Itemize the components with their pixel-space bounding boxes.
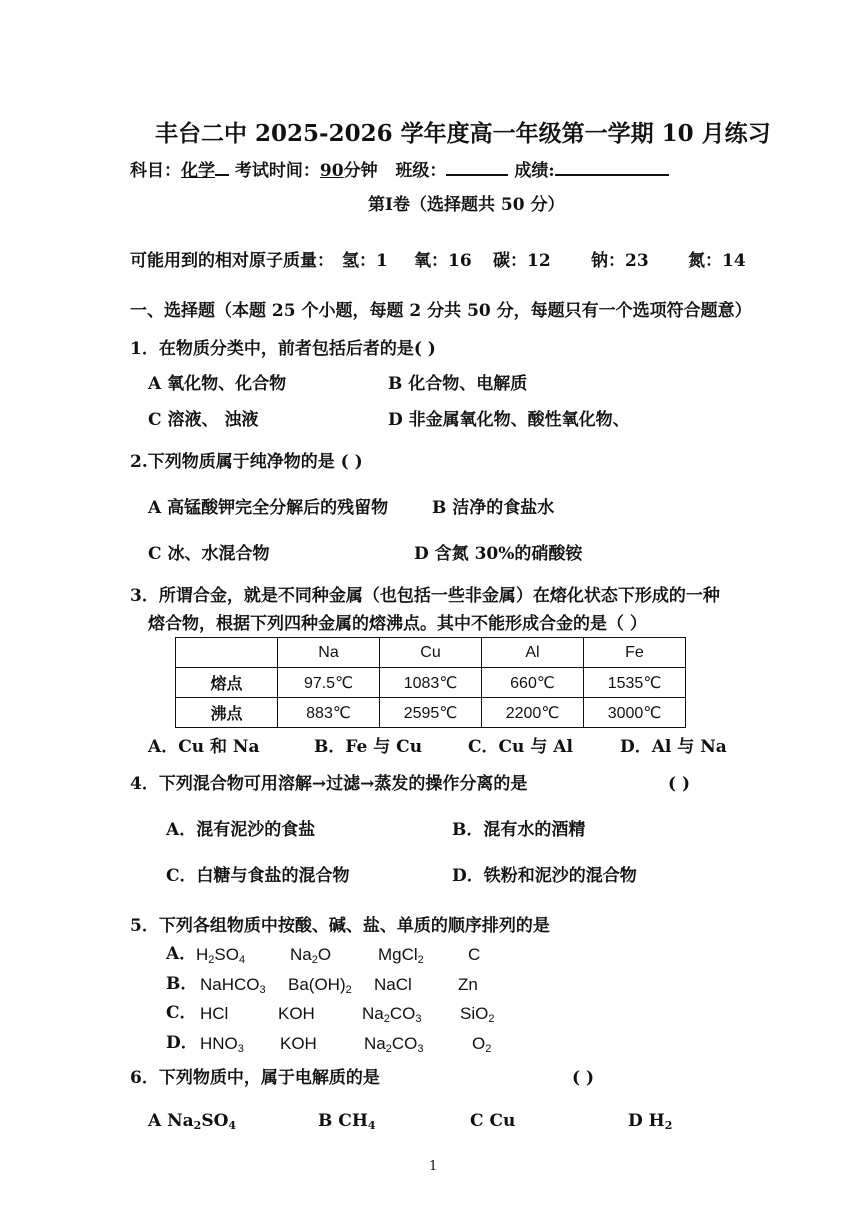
q6-stem: 6．下列物质中，属于电解质的是	[130, 1068, 380, 1088]
q1-option-c[interactable]: C 溶液、 浊液	[148, 410, 259, 430]
part1-heading: 一、选择题（本题 25 个小题，每题 2 分共 50 分，每题只有一个选项符合题意）	[130, 301, 752, 321]
q1-option-b[interactable]: B 化合物、电解质	[388, 374, 528, 394]
table-header-na: Na	[278, 638, 380, 668]
table-cell: 883℃	[278, 698, 380, 728]
table-header-fe: Fe	[584, 638, 686, 668]
table-header-row	[176, 638, 686, 668]
q5-formula: KOH	[280, 1034, 317, 1053]
q5-option-label[interactable]: C．	[166, 1003, 197, 1023]
table-corner	[176, 638, 278, 668]
q5-option-label[interactable]: B．	[166, 974, 198, 994]
q5-formula: $H_2SO_4$	[196, 945, 246, 966]
q4-answer-paren[interactable]: ( )	[668, 774, 691, 794]
q5-option-label[interactable]: D．	[166, 1033, 198, 1053]
q5-formula: MgCl$_2$	[378, 945, 424, 966]
q2-option-c[interactable]: C 冰、水混合物	[148, 544, 270, 564]
q5-formula: C	[468, 945, 481, 964]
q3-option-a[interactable]: A．Cu 和 Na	[148, 737, 260, 757]
score-label: 成绩:	[514, 161, 555, 181]
q5-stem: 5．下列各组物质中按酸、碱、盐、单质的顺序排列的是	[130, 916, 550, 936]
time-value: 90	[319, 161, 344, 181]
q3-stem-line2: 熔合物，根据下列四种金属的熔沸点。其中不能形成合金的是（ ）	[148, 614, 647, 634]
q6-answer-paren[interactable]: ( )	[572, 1068, 595, 1088]
q2-option-d[interactable]: D 含氮 30%的硝酸铵	[414, 544, 583, 564]
class-label: 班级：	[395, 161, 447, 181]
q5-formula: NaHCO$_3$	[200, 975, 266, 996]
q3-option-d[interactable]: D．Al 与 Na	[620, 737, 727, 757]
q6-option[interactable]: B $CH_4$	[318, 1111, 376, 1132]
atomic-mass-h: 氢：1	[342, 251, 388, 271]
time-label: 考试时间：	[234, 161, 320, 181]
atomic-mass-o: 氧：16	[414, 251, 472, 271]
q5-formula: KOH	[278, 1004, 315, 1023]
atomic-mass-na: 钠：23	[591, 251, 649, 271]
q3-option-c[interactable]: C．Cu 与 Al	[468, 737, 573, 757]
q5-formula: $Na_2CO_3$	[364, 1034, 424, 1055]
q5-formula: Zn	[458, 975, 478, 994]
table-cell: 3000℃	[584, 698, 686, 728]
q5-formula: $O_2$	[472, 1034, 492, 1055]
table-cell: 1535℃	[584, 668, 686, 698]
q6-option[interactable]: D $H_2$	[628, 1111, 673, 1132]
table-row-label: 熔点	[176, 668, 278, 698]
atomic-masses-prefix: 可能用到的相对原子质量：	[130, 251, 334, 271]
q1-option-a[interactable]: A 氧化物、化合物	[148, 374, 287, 394]
subject-value: 化学	[181, 161, 215, 181]
q5-formula: HCl	[200, 1004, 229, 1023]
table-cell: 1083℃	[380, 668, 482, 698]
time-unit: 分钟	[343, 161, 378, 181]
section-title: 第Ⅰ卷（选择题共 50 分）	[368, 195, 565, 215]
q4-option-d[interactable]: D．铁粉和泥沙的混合物	[452, 866, 637, 886]
table-cell: 97.5℃	[278, 668, 380, 698]
q2-option-b[interactable]: B 洁净的食盐水	[432, 498, 555, 518]
atomic-mass-n: 氮：14	[688, 251, 746, 271]
table-row-label: 沸点	[176, 698, 278, 728]
table-cell: 660℃	[482, 668, 584, 698]
table-row	[176, 668, 686, 698]
q5-formula: $Na_2CO_3$	[362, 1004, 422, 1025]
subject-underline	[215, 160, 229, 176]
subject-line	[130, 158, 669, 180]
q4-stem: 4．下列混合物可用溶解→过滤→蒸发的操作分离的是	[130, 774, 528, 794]
score-blank[interactable]	[555, 158, 669, 176]
table-row	[176, 698, 686, 728]
q5-formula: $Ba(OH)_2$	[288, 975, 352, 996]
q6-option[interactable]: A $Na_2SO_4$	[148, 1111, 237, 1132]
class-blank[interactable]	[446, 158, 508, 176]
q5-formula: $Na_2O$	[290, 945, 332, 966]
q3-stem-line1: 3．所谓合金，就是不同种金属（也包括一些非金属）在熔化状态下形成的一种	[130, 586, 720, 606]
q4-option-b[interactable]: B．混有水的酒精	[452, 820, 586, 840]
q1-option-d[interactable]: D 非金属氧化物、酸性氧化物、	[388, 410, 630, 430]
q5-formula: NaCl	[374, 975, 412, 994]
exam-title: 丰台二中 2025-2026 学年度高一年级第一学期 10 月练习	[155, 120, 771, 147]
q1-stem: 1．在物质分类中，前者包括后者的是( )	[130, 339, 436, 359]
q2-stem: 2.下列物质属于纯净物的是 ( )	[130, 452, 363, 472]
subject-label: 科目：	[130, 161, 181, 181]
q3-option-b[interactable]: B．Fe 与 Cu	[314, 737, 423, 757]
table-cell: 2595℃	[380, 698, 482, 728]
q5-formula: SiO$_2$	[460, 1004, 495, 1025]
page-number: 1	[429, 1159, 438, 1174]
q5-formula: $HNO_3$	[200, 1034, 244, 1055]
table-header-al: Al	[482, 638, 584, 668]
atomic-mass-c: 碳：12	[493, 251, 551, 271]
table-header-cu: Cu	[380, 638, 482, 668]
melting-boiling-table	[175, 637, 686, 728]
q5-option-label[interactable]: A．	[166, 944, 197, 964]
q6-option[interactable]: C Cu	[470, 1111, 516, 1131]
q2-option-a[interactable]: A 高锰酸钾完全分解后的残留物	[148, 498, 389, 518]
table-cell: 2200℃	[482, 698, 584, 728]
q4-option-a[interactable]: A．混有泥沙的食盐	[166, 820, 316, 840]
q4-option-c[interactable]: C．白糖与食盐的混合物	[166, 866, 350, 886]
